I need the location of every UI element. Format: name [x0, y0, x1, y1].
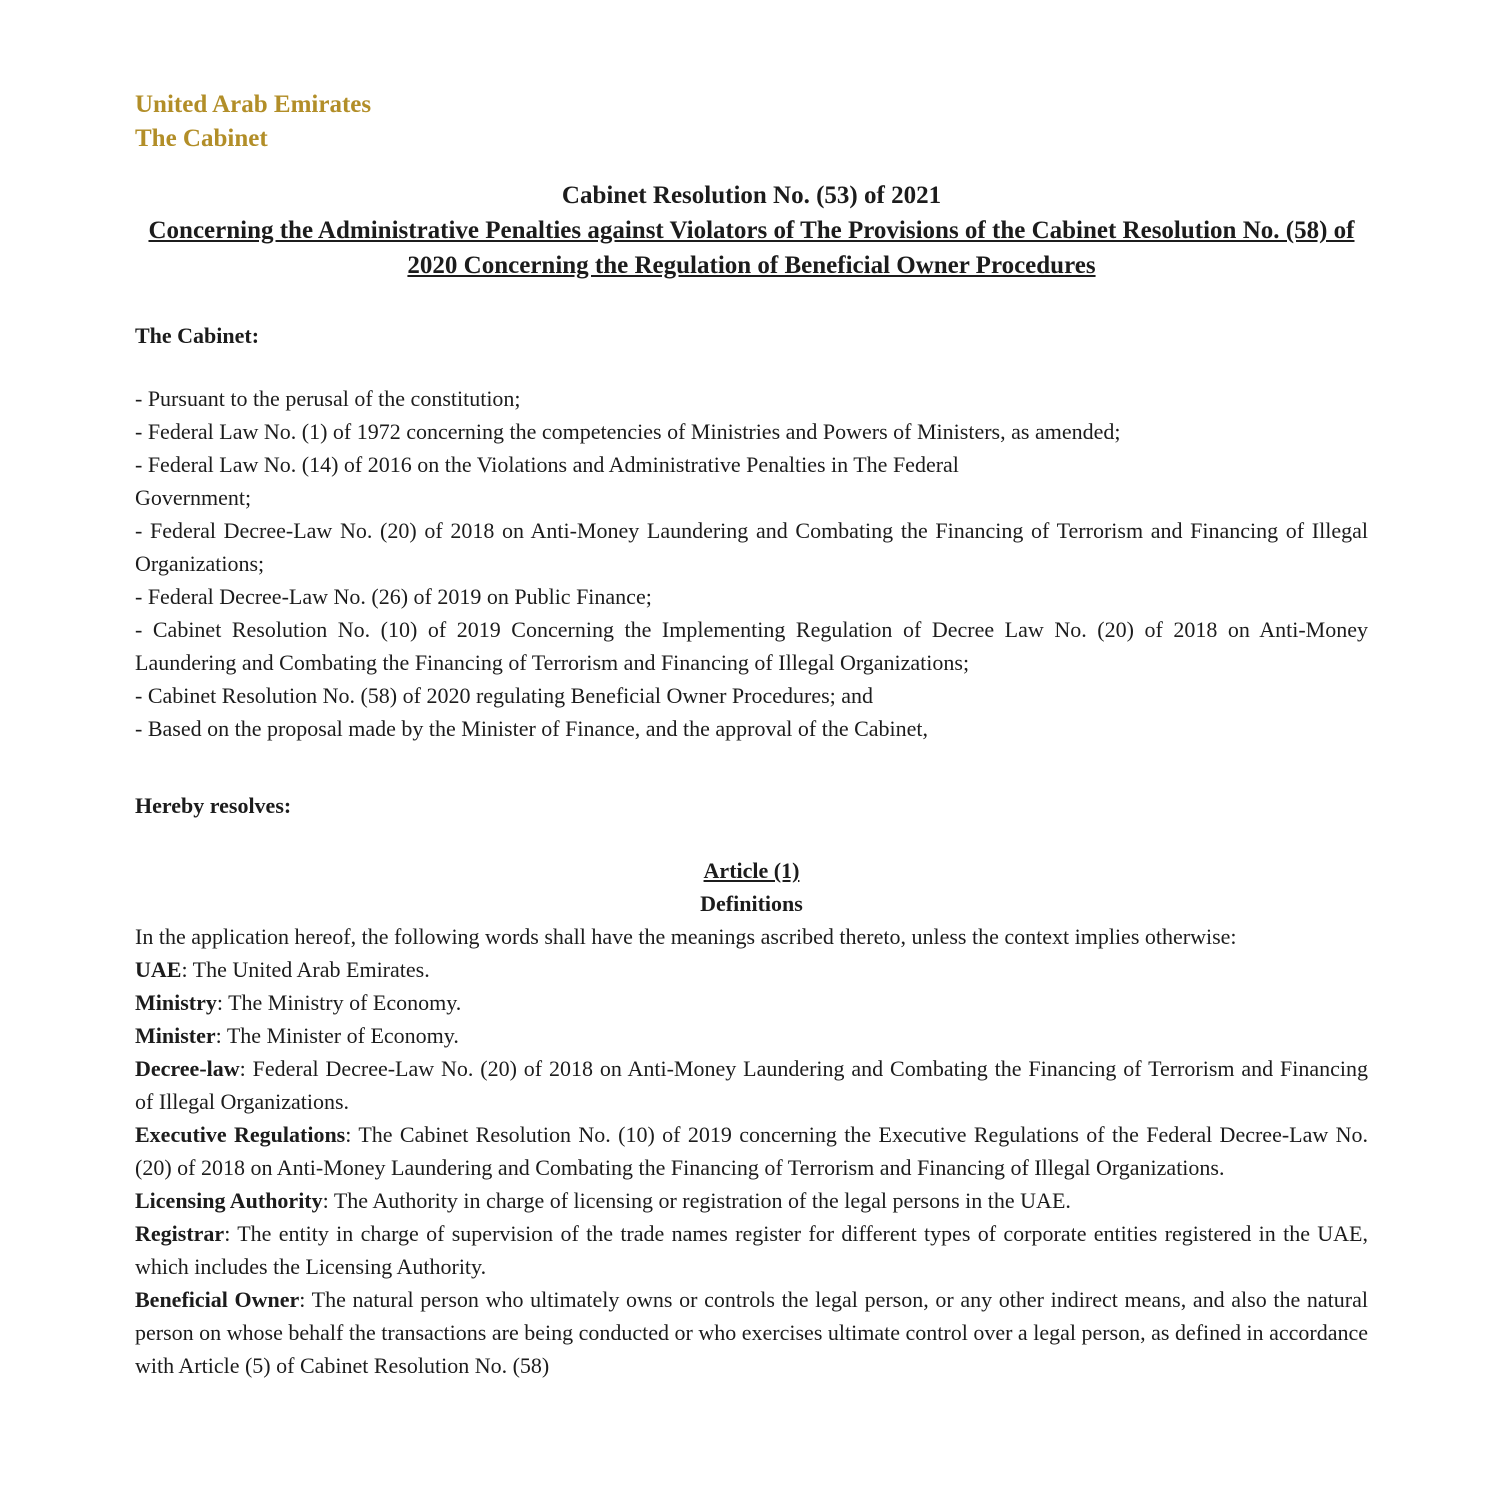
resolution-subtitle: Concerning the Administrative Penalties against Violators of The Provisions of the Cabinet Resolution No. (58) of 2020 Concerning the Regulation of Beneficial Owner Procedures [148, 217, 1355, 279]
document-body [135, 319, 1368, 1382]
letterhead [135, 88, 1368, 156]
preamble-clause: - Federal Decree-Law No. (26) of 2019 on Public Finance; [135, 584, 652, 609]
definition-term: Licensing Authority [135, 1188, 323, 1213]
definition-beneficial-owner [135, 1283, 1368, 1382]
resolves-heading: Hereby resolves: [135, 793, 292, 818]
clause-line: - Federal Law No. (14) of 2016 on the Violations and Administrative Penalties in The Federal [135, 452, 959, 477]
definition-text: : The entity in charge of supervision of the trade names register for different types of corporate entities registered in the UAE, which includes the Licensing Authority. [135, 1221, 1368, 1279]
preamble-clause [135, 448, 1368, 514]
definition-minister [135, 1019, 1368, 1052]
preamble-clause: - Cabinet Resolution No. (10) of 2019 Concerning the Implementing Regulation of Decree Law No. (20) of 2018 on Anti-Money Laundering and Combating the Financing of Terrorism and Financing of Illegal Organizations; [135, 617, 1368, 675]
definition-text: : The Ministry of Economy. [216, 990, 462, 1015]
definition-text: : The natural person who ultimately owns or controls the legal person, or any other indirect means, and also the natural person on whose behalf the transactions are being conducted or who exercises ultimate control over a legal person, as defined in accordance with Article (5) of Cabinet Resolution No. (58) [135, 1287, 1368, 1378]
resolution-title: Cabinet Resolution No. (53) of 2021 [561, 182, 942, 209]
definition-text: : The United Arab Emirates. [181, 957, 430, 982]
definition-term: Executive Regulations [135, 1122, 346, 1147]
definition-executive-regulations [135, 1118, 1368, 1184]
preamble-clause: - Based on the proposal made by the Minister of Finance, and the approval of the Cabinet, [135, 716, 929, 741]
preamble-clauses [135, 382, 1368, 745]
definition-term: Minister [135, 1023, 216, 1048]
article-1-subheading: Definitions [700, 891, 803, 916]
definition-term: Ministry [135, 990, 217, 1015]
definition-term: Registrar [135, 1221, 225, 1246]
letterhead-org: United Arab Emirates [135, 91, 372, 118]
definition-term: Decree-law [135, 1056, 240, 1081]
definition-decree-law [135, 1052, 1368, 1118]
definition-ministry [135, 986, 1368, 1019]
definitions-intro: In the application hereof, the following words shall have the meanings ascribed thereto, unless the context implies otherwise: [135, 924, 1237, 949]
clause-line: Government; [135, 485, 252, 510]
definition-uae [135, 953, 1368, 986]
preamble-clause: - Cabinet Resolution No. (58) of 2020 regulating Beneficial Owner Procedures; and [135, 683, 874, 708]
definition-licensing-authority [135, 1184, 1368, 1217]
definition-text: : The Cabinet Resolution No. (10) of 2019 concerning the Executive Regulations of the Federal Decree-Law No. (20) of 2018 on Anti-Money Laundering and Combating the Financing of Terrorism and Financing of Illegal Organizations. [135, 1122, 1368, 1180]
definition-term: UAE [135, 957, 182, 982]
preamble-clause: - Federal Decree-Law No. (20) of 2018 on Anti-Money Laundering and Combating the Financing of Terrorism and Financing of Illegal Organizations; [135, 518, 1368, 576]
definition-text: : Federal Decree-Law No. (20) of 2018 on Anti-Money Laundering and Combating the Financing of Terrorism and Financing of Illegal Organizations. [135, 1056, 1368, 1114]
preamble-clause: - Federal Law No. (1) of 1972 concerning the competencies of Ministries and Powers of Ministers, as amended; [135, 419, 1121, 444]
definition-text: : The Authority in charge of licensing or registration of the legal persons in the UAE. [322, 1188, 1071, 1213]
article-1-heading: Article (1) [703, 858, 800, 883]
preamble-clause: - Pursuant to the perusal of the constitution; [135, 386, 521, 411]
letterhead-dept: The Cabinet [135, 125, 268, 152]
title-block [135, 178, 1368, 283]
definition-registrar [135, 1217, 1368, 1283]
definition-text: : The Minister of Economy. [215, 1023, 459, 1048]
preamble-heading: The Cabinet: [135, 323, 260, 348]
definition-term: Beneficial Owner [135, 1287, 300, 1312]
